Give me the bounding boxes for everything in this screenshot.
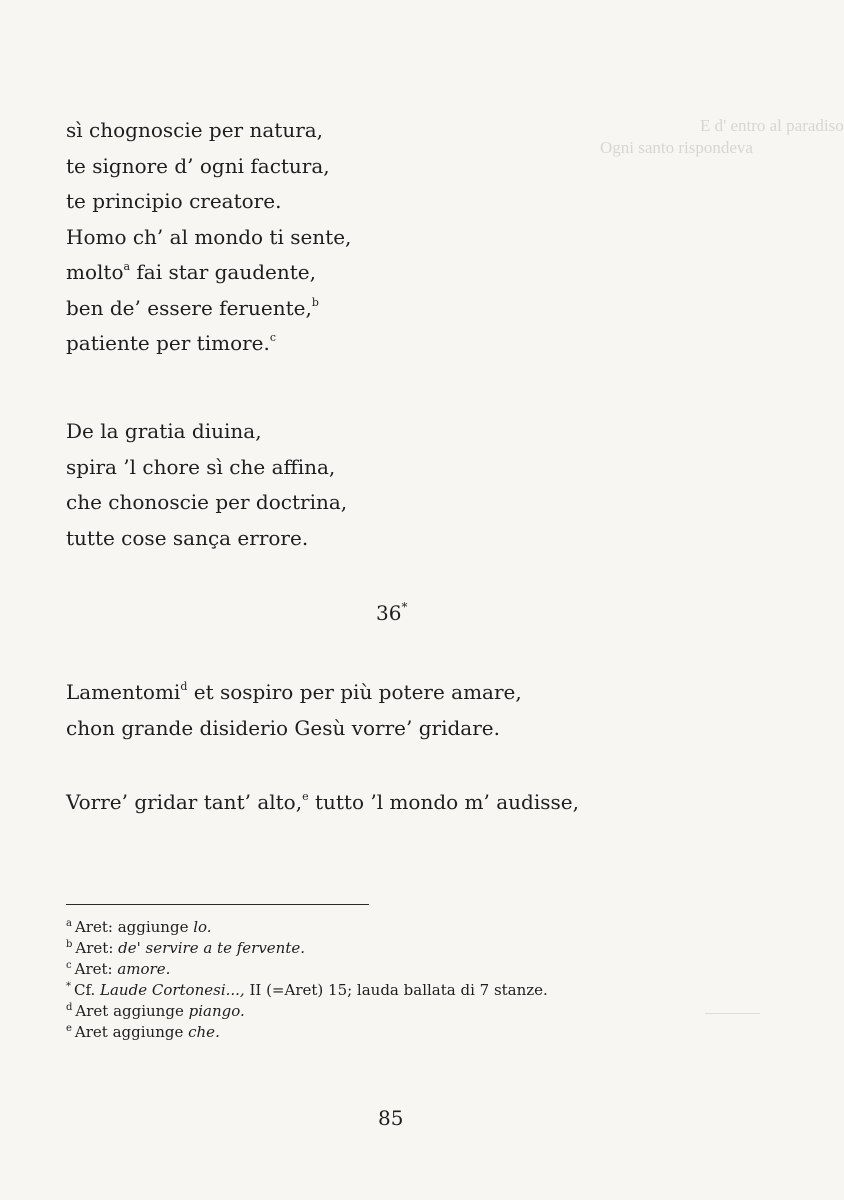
- show-through: E d' entro al paradiso Ogni santo rispondeva: [600, 116, 844, 158]
- stanza-1: [66, 113, 351, 362]
- verse-text: et sospiro per più potere amare,: [187, 680, 522, 704]
- verse-text: tutte cose sança errore.: [66, 525, 309, 550]
- verse-line: [66, 184, 351, 220]
- stanza-2: [66, 414, 347, 556]
- verse-text: tutto ’l mondo m’ audisse,: [308, 790, 579, 814]
- footnote-divider: [66, 904, 369, 905]
- verse-line: [66, 711, 522, 747]
- poem-number-mark: *: [401, 600, 408, 614]
- verse-line: [66, 521, 347, 557]
- footnote-italic: de' servire a te fervente.: [118, 939, 306, 957]
- verse-line: [66, 450, 347, 486]
- footnote: [66, 959, 548, 980]
- verse-text: Vorre’ gridar tant’ alto,: [66, 790, 303, 814]
- verse-text: molto: [66, 260, 124, 284]
- verse-line: [66, 675, 522, 711]
- poem-number-value: 36: [376, 601, 402, 625]
- footnote: [66, 1001, 548, 1022]
- footnote-italic: lo.: [193, 918, 212, 936]
- footnotes: [66, 917, 548, 1043]
- page-number: 85: [378, 1106, 404, 1130]
- verse-line: [66, 220, 351, 256]
- footnote-italic: piango.: [188, 1002, 245, 1020]
- verse-line: [66, 414, 347, 450]
- footnote: [66, 917, 548, 938]
- footnote-italic: Laude Cortonesi...,: [100, 981, 245, 999]
- footnote-italic: che.: [188, 1023, 220, 1041]
- footnote-ref: b: [311, 295, 319, 309]
- footnote-text: Aret:: [74, 960, 118, 978]
- verse-text: Homo ch’ al mondo ti sente,: [66, 224, 352, 249]
- verse-text: te principio creatore.: [66, 189, 282, 213]
- footnote-mark: c: [66, 960, 72, 971]
- verse-text: ben de’ essere feruente,: [66, 295, 312, 320]
- footnote-text: Aret aggiunge: [75, 1002, 189, 1020]
- footnote-text: Aret aggiunge: [74, 1023, 189, 1041]
- footnote-text: Aret: aggiunge: [74, 918, 194, 936]
- stanza-3: [66, 675, 522, 746]
- verse-text: fai star gaudente,: [130, 260, 316, 284]
- verse-text: De la gratia diuina,: [66, 419, 262, 443]
- verse-line: [66, 291, 351, 327]
- footnote-italic: amore.: [117, 960, 171, 978]
- footnote-text: II (=Aret) 15; lauda ballata di 7 stanze.: [244, 981, 548, 999]
- footnote-ref: c: [269, 331, 277, 344]
- footnote: [66, 1022, 548, 1043]
- verse-text: sì chognoscie per natura,: [66, 118, 324, 142]
- footnote-ref: d: [180, 680, 188, 693]
- footnote-text: Aret:: [75, 939, 119, 957]
- footnote-mark: b: [66, 939, 73, 950]
- verse-line: [66, 113, 351, 149]
- footnote-ref: a: [123, 260, 131, 273]
- verse-line: [66, 485, 347, 521]
- verse-text: Lamentomi: [66, 680, 181, 704]
- verse-line: [66, 149, 351, 185]
- verse-line: [66, 255, 351, 291]
- verse-line: [66, 326, 351, 362]
- verse-text: te signore d’ ogni factura,: [66, 153, 330, 178]
- verse-text: patiente per timore.: [66, 331, 270, 355]
- footnote-mark: d: [66, 1002, 73, 1013]
- footnote-mark: a: [66, 918, 72, 929]
- footnote-mark: e: [66, 1023, 72, 1034]
- footnote: [66, 938, 548, 959]
- show-through-rule: [705, 1013, 760, 1014]
- stanza-4: [66, 785, 579, 821]
- poem-number: [376, 601, 407, 625]
- verse-text: che chonoscie per doctrina,: [66, 490, 348, 514]
- footnote-ref: e: [302, 790, 309, 803]
- footnote-text: Cf.: [74, 981, 101, 999]
- verse-text: chon grande disiderio Gesù vorre’ gridare.: [66, 715, 500, 740]
- verse-text: spira ’l chore sì che affina,: [66, 454, 336, 479]
- verse-line: [66, 785, 579, 821]
- footnote: [66, 980, 548, 1001]
- footnote-mark: *: [66, 981, 71, 992]
